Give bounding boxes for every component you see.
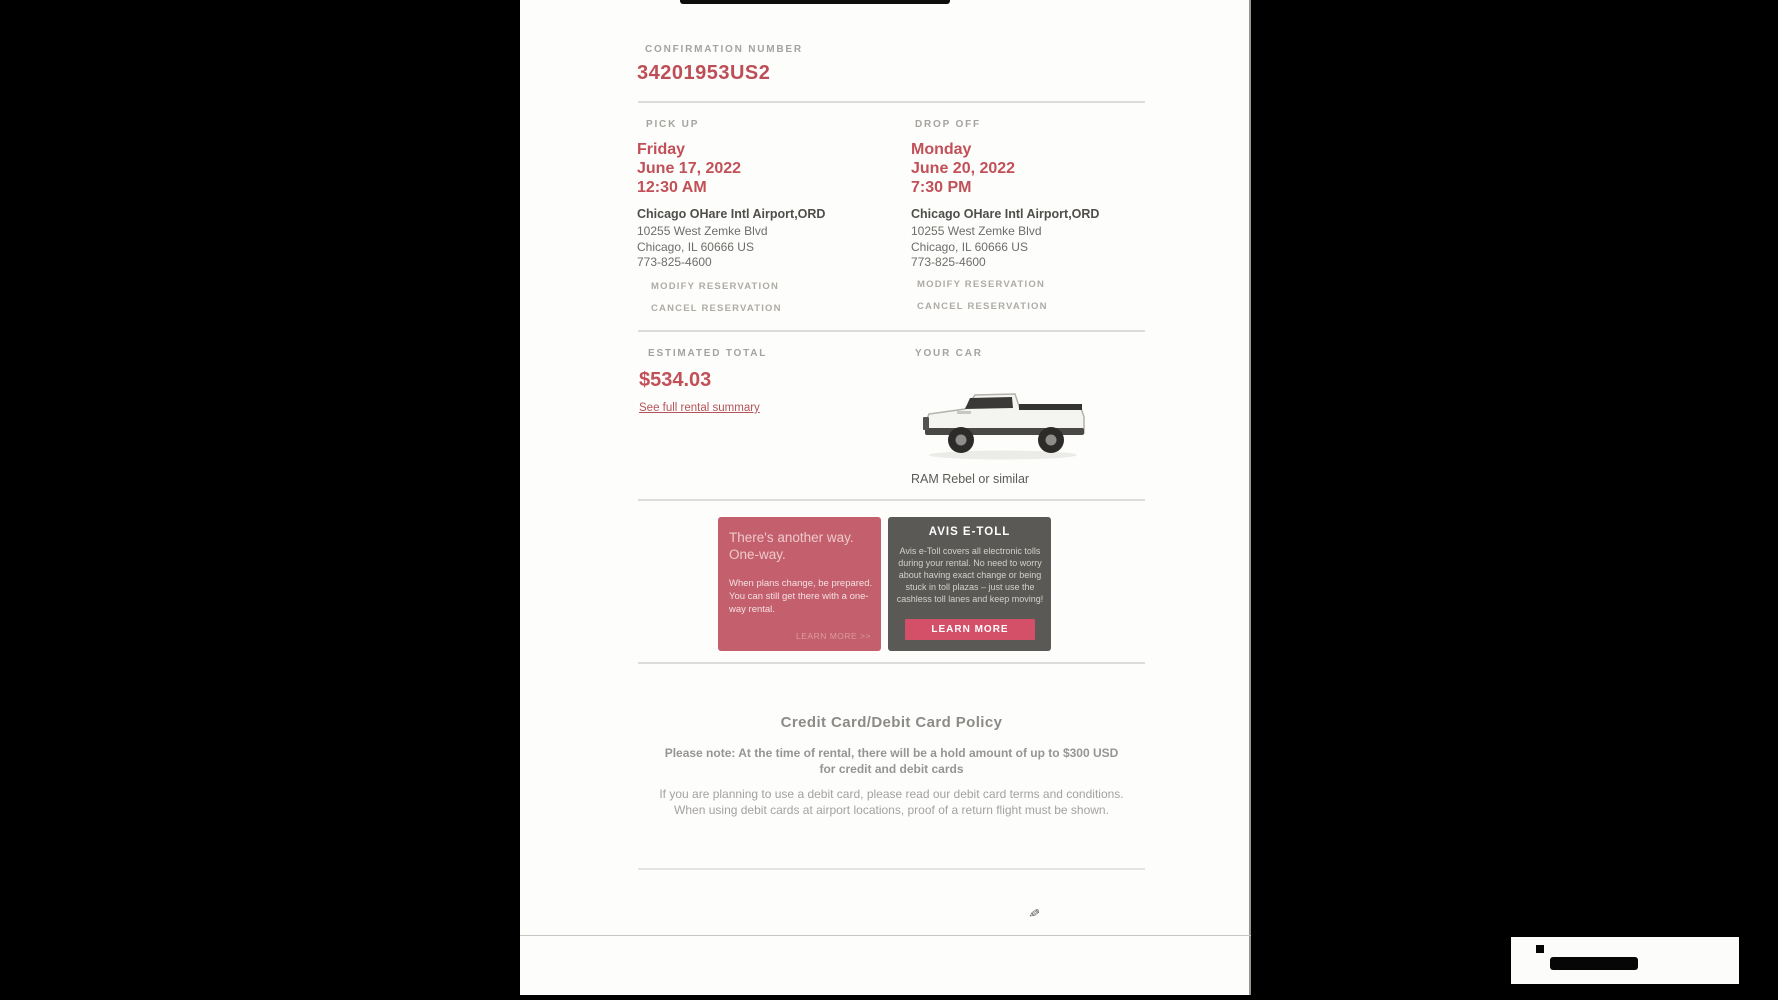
policy-body-line1: If you are planning to use a debit card, please read our debit card terms and conditions. [659, 787, 1124, 801]
divider [638, 330, 1145, 332]
dropoff-modify-reservation-link[interactable]: MODIFY RESERVATION [917, 279, 1046, 290]
car-photo [913, 376, 1093, 464]
pickup-date: June 17, 2022 [637, 160, 742, 177]
etoll-banner-title: AVIS E-TOLL [928, 526, 1011, 538]
policy-body [638, 786, 1145, 818]
pickup-address [637, 224, 768, 271]
dropoff-phone: 773-825-4600 [911, 255, 986, 269]
oneway-promo-banner [718, 517, 881, 651]
policy-note [638, 745, 1145, 777]
divider [638, 868, 1145, 870]
pickup-day: Friday [637, 141, 686, 158]
oneway-banner-body: When plans change, be prepared. You can still get there with a one-way rental. [729, 578, 873, 615]
pickup-address-line2: Chicago, IL 60666 US [637, 239, 754, 254]
scan-fold-line [520, 935, 1251, 936]
pickup-label: PICK UP [646, 119, 700, 130]
pickup-time: 12:30 AM [637, 179, 707, 196]
pickup-phone: 773-825-4600 [637, 255, 712, 269]
divider [638, 499, 1145, 501]
estimated-total-label: ESTIMATED TOTAL [648, 348, 768, 359]
policy-title: Credit Card/Debit Card Policy [780, 714, 1003, 731]
dropoff-address-line2: Chicago, IL 60666 US [911, 239, 1028, 254]
pickup-truck-image [913, 376, 1093, 464]
divider [638, 662, 1145, 664]
oneway-learn-more-link[interactable]: LEARN MORE >> [796, 631, 871, 641]
dropoff-date: June 20, 2022 [911, 160, 1016, 177]
dropoff-label: DROP OFF [915, 119, 981, 130]
rental-summary-link[interactable]: See full rental summary [639, 402, 760, 414]
dropoff-cancel-reservation-link[interactable]: CANCEL RESERVATION [917, 301, 1048, 312]
dropoff-address [911, 224, 1042, 271]
oneway-title-line1: There's another way. [729, 530, 854, 545]
policy-note-line1: Please note: At the time of rental, there will be a hold amount of up to $300 USD [664, 746, 1119, 760]
your-car-label: YOUR CAR [915, 348, 983, 359]
confirmation-number-label: CONFIRMATION NUMBER [645, 44, 803, 55]
redaction-mark-square [1536, 945, 1544, 953]
scan-edge-artifact [680, 0, 950, 4]
corner-artifact-box [1511, 937, 1739, 984]
dropoff-day: Monday [911, 141, 972, 158]
etoll-banner-body: Avis e-Toll covers all electronic tolls during your rental. No need to worry about having exact change or being stuck in toll plazas – just use the cashless toll lanes and keep moving! [896, 546, 1044, 604]
etoll-promo-banner [888, 517, 1051, 651]
oneway-banner-title [729, 529, 870, 563]
divider [638, 101, 1145, 103]
pen-cursor-mark: ✎ [1025, 906, 1043, 920]
dropoff-datetime [911, 140, 1015, 197]
car-model-text: RAM Rebel or similar [911, 472, 1030, 486]
scanned-confirmation-page [520, 0, 1251, 995]
etoll-learn-more-button[interactable]: LEARN MORE [905, 619, 1035, 640]
oneway-title-line2: One-way. [729, 547, 786, 562]
pickup-modify-reservation-link[interactable]: MODIFY RESERVATION [651, 281, 780, 292]
confirmation-number-value: 34201953US2 [637, 62, 771, 84]
policy-note-line2: for credit and debit cards [819, 762, 964, 776]
dropoff-time: 7:30 PM [911, 179, 972, 196]
pickup-location-name: Chicago OHare Intl Airport,ORD [637, 207, 826, 221]
dropoff-address-line1: 10255 West Zemke Blvd [911, 224, 1042, 238]
pickup-address-line1: 10255 West Zemke Blvd [637, 224, 768, 238]
policy-body-line2: When using debit cards at airport locations, proof of a return flight must be shown. [674, 803, 1109, 817]
redaction-mark-blob [1550, 957, 1638, 970]
pickup-cancel-reservation-link[interactable]: CANCEL RESERVATION [651, 303, 782, 314]
dropoff-location-name: Chicago OHare Intl Airport,ORD [911, 207, 1100, 221]
pickup-datetime [637, 140, 741, 197]
estimated-total-amount: $534.03 [639, 369, 712, 391]
